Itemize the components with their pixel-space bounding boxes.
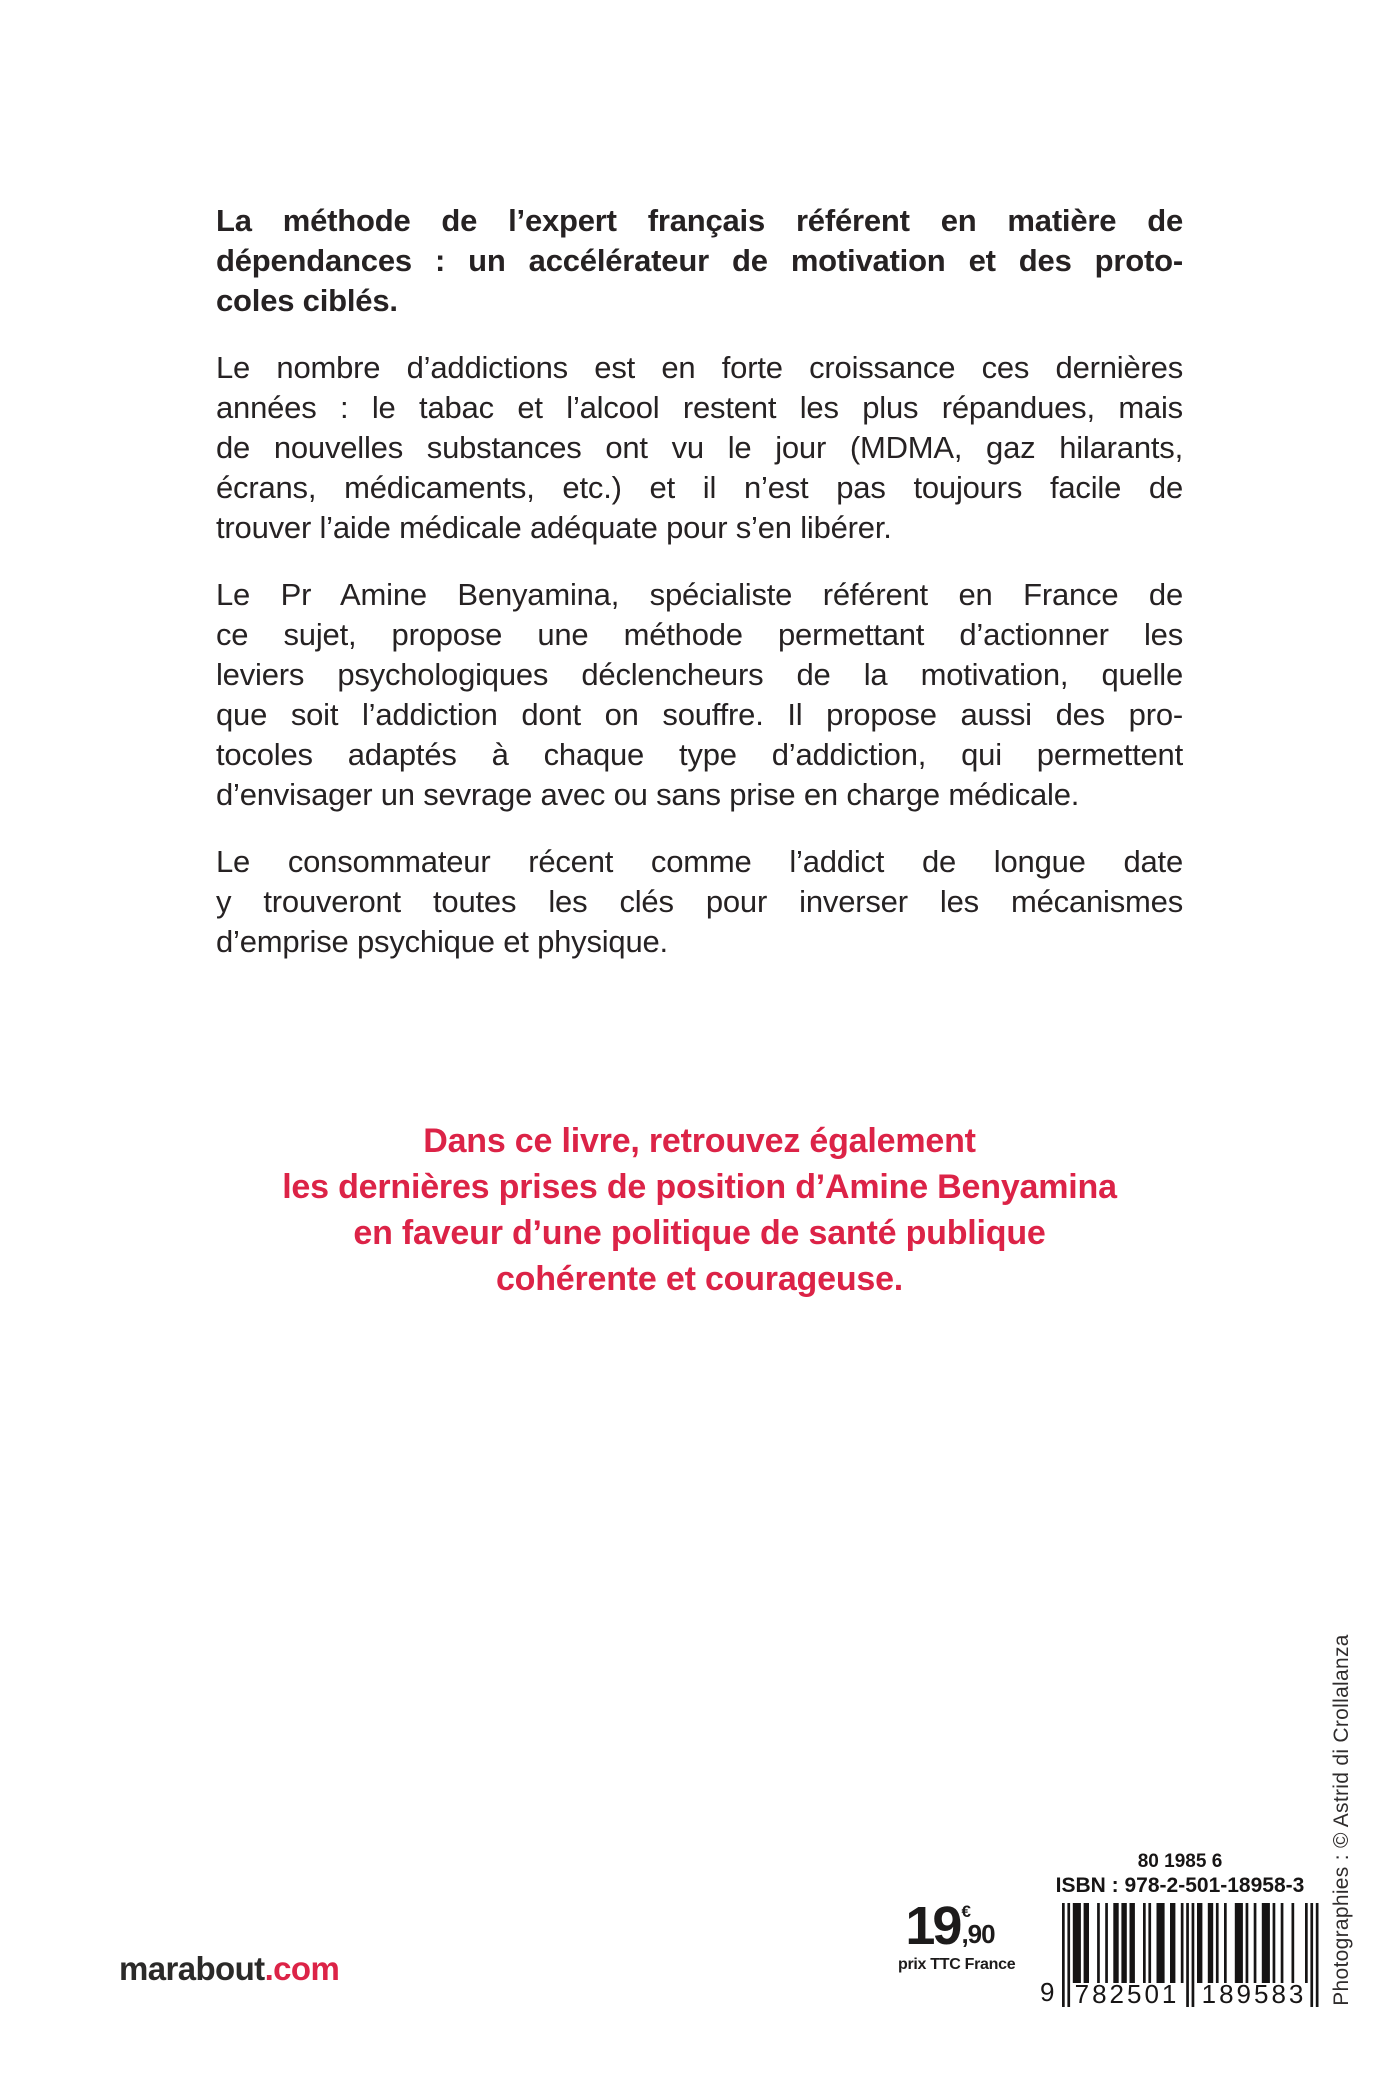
text-line: années : le tabac et l’alcool restent les plus répandues, mais [216, 390, 1183, 425]
isbn-label: ISBN : 978-2-501-18958-3 [1055, 1874, 1305, 1897]
ean13-barcode [1040, 1903, 1320, 2011]
text-line: ce sujet, propose une méthode permettant d’actionner les [216, 617, 1183, 652]
back-cover-text [216, 201, 1183, 962]
text-line: Le nombre d’addictions est en forte croissance ces dernières [216, 350, 1183, 385]
text-line: écrans, médicaments, etc.) et il n’est pas toujours facile de [216, 470, 1183, 505]
ean-first-digit: 9 [1040, 1977, 1055, 2007]
barcode-block [1030, 1851, 1330, 2011]
text-line: d’emprise psychique et physique. [216, 924, 668, 959]
euro-sign: € [961, 1902, 971, 1921]
price-block [898, 1896, 1016, 1974]
body-paragraph-2 [216, 575, 1183, 815]
text-line: tocoles adaptés à chaque type d’addiction, qui permettent [216, 737, 1183, 772]
internal-code: 80 1985 6 [1137, 1851, 1223, 1872]
price-fraction [961, 1903, 994, 1947]
publisher-logo-name: marabout [119, 1950, 265, 1987]
text-line: en faveur d’une politique de santé publique [353, 1214, 1046, 1252]
text-line: coles ciblés. [216, 283, 398, 318]
ean-digits-group1: 782501 [1074, 1979, 1180, 2009]
ean-digits-group2: 189583 [1201, 1979, 1307, 2009]
text-line: trouver l’aide médicale adéquate pour s’en libérer. [216, 510, 892, 545]
publisher-logo-domain: .com [264, 1950, 340, 1987]
price-value [898, 1896, 1002, 1956]
publisher-logo [119, 1950, 339, 1988]
body-paragraph-1 [216, 348, 1183, 548]
price-cents: ,90 [961, 1919, 995, 1949]
text-line: leviers psychologiques déclencheurs de la motivation, quelle [216, 657, 1183, 692]
text-line: Le Pr Amine Benyamina, spécialiste référent en France de [216, 577, 1183, 612]
intro-paragraph [216, 201, 1183, 321]
price-amount: 19 [905, 1896, 960, 1956]
photo-credit: Photographies : © Astrid di Crollalanza [1330, 1634, 1353, 2006]
text-line: Le consommateur récent comme l’addict de longue date [216, 844, 1183, 879]
text-line: cohérente et courageuse. [495, 1260, 904, 1298]
text-line: Dans ce livre, retrouvez également [423, 1122, 976, 1160]
text-line: que soit l’addiction dont on souffre. Il propose aussi des pro- [216, 697, 1183, 732]
body-paragraph-3 [216, 842, 1183, 962]
text-line: les dernières prises de position d’Amine Benyamina [282, 1168, 1117, 1206]
price-note: prix TTC France [898, 1955, 1016, 1973]
text-line: de nouvelles substances ont vu le jour (MDMA, gaz hilarants, [216, 430, 1183, 465]
text-line: d’envisager un sevrage avec ou sans prise en charge médicale. [216, 777, 1080, 812]
text-line: La méthode de l’expert français référent en matière de [216, 203, 1183, 238]
text-line: dépendances : un accélérateur de motivation et des proto- [216, 243, 1183, 278]
highlight-block [216, 1118, 1183, 1302]
text-line: y trouveront toutes les clés pour inverser les mécanismes [216, 884, 1183, 919]
